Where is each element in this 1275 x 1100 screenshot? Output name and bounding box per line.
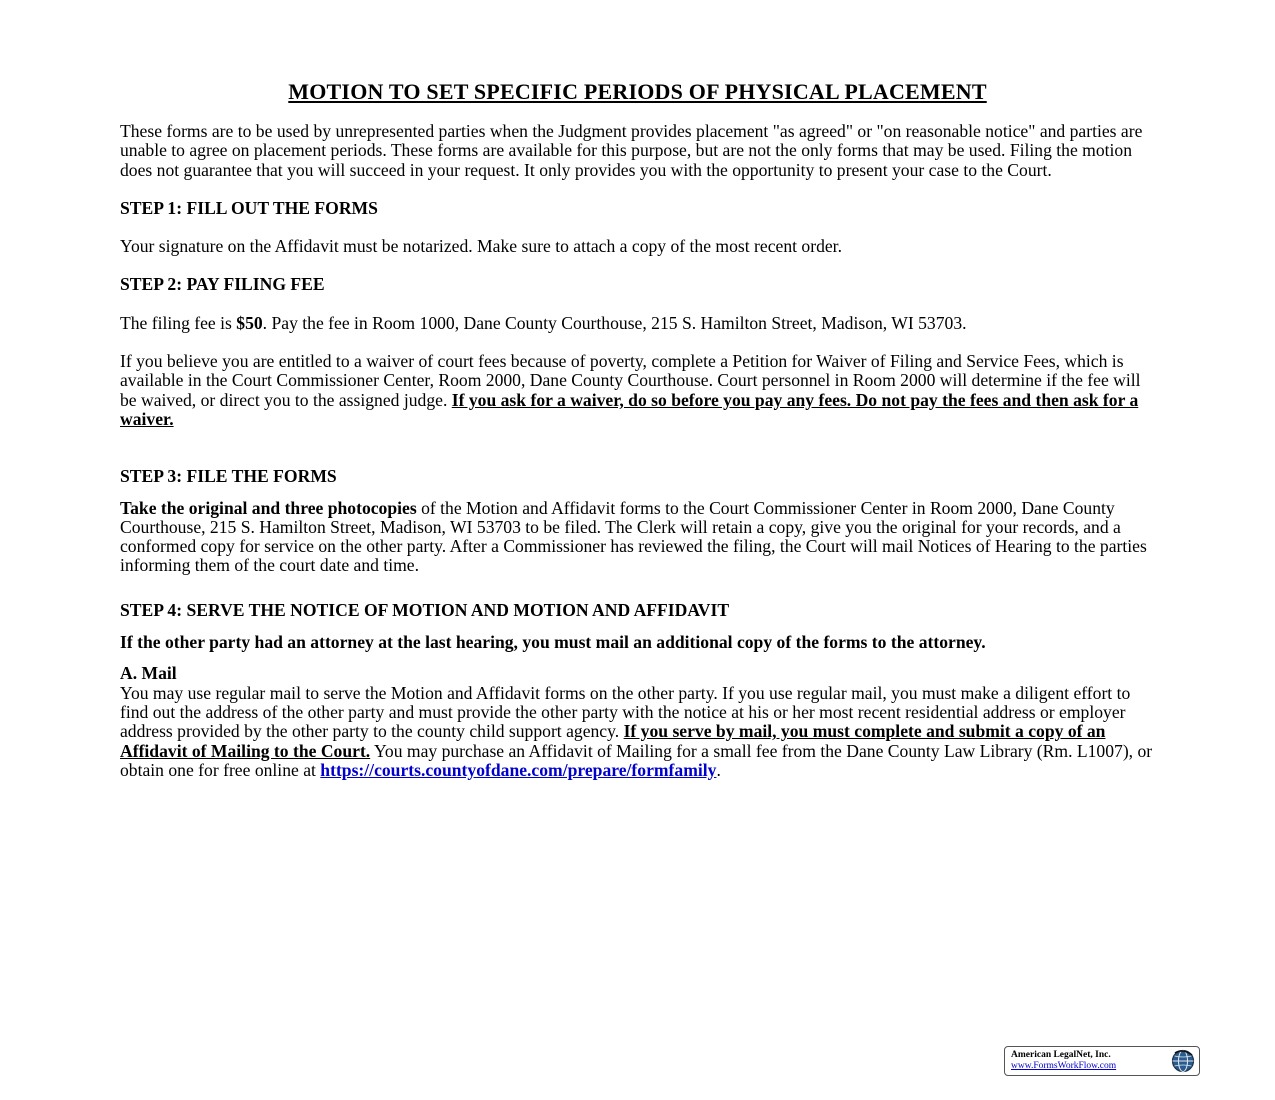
mail-end: . [716,759,721,780]
footer-website-link[interactable]: www.FormsWorkFlow.com [1011,1061,1117,1071]
waiver-text: If you believe you are entitled to a waiver of court fees because of poverty, complete a Petition for Waiver of Filing and Service Fees, which is available in the Court Commissioner Center, Room 2000, Dane County Courthouse. Court personnel in Room 2000 will determine if the fee will be waived, or direct you to the assigned judge. [120,351,1141,410]
step3-lead: Take the original and three photocopies [120,497,417,518]
step3-paragraph [120,499,1160,576]
step1-text: Your signature on the Affidavit must be notarized. Make sure to attach a copy of the most recent order. [120,236,842,257]
fee-prefix: The filing fee is [120,312,237,333]
step2-fee-paragraph [120,314,1160,333]
mail-warning: If you serve by mail, you must complete and submit a copy of an Affidavit of Mailing to the Court. [120,721,1106,761]
step1-heading: STEP 1: FILL OUT THE FORMS [120,197,378,218]
step3-text: of the Motion and Affidavit forms to the Court Commissioner Center in Room 2000, Dane County Courthouse, 215 S. Hamilton Street, Madison, WI 53703 to be filed. The Clerk will retain a copy, give you the original for your records, and a conformed copy for service on the other party. After a Commissioner has reviewed the filing, the Court will mail Notices of Hearing to the parties informing them of the court date and time. [120,497,1147,576]
mail-text: You may use regular mail to serve the Motion and Affidavit forms on the other party. If you use regular mail, you must make a diligent effort to find out the address of the other party and must provide the other party with the notice at his or her most recent residential address or employer address provided by the other party to the county child support agency. [120,682,1131,742]
globe-logo-icon [1171,1049,1195,1073]
mail-paragraph [120,684,1160,780]
step2-waiver-paragraph [120,352,1160,429]
footer-badge[interactable] [1004,1046,1200,1076]
intro-paragraph: These forms are to be used by unrepresented parties when the Judgment provides placement "as agreed" or "on reasonable notice" and parties are unable to agree on placement periods. These forms are available for this purpose, but are not the only forms that may be used. Filing the motion does not guarantee that you will succeed in your request. It only provides you with the opportunity to present your case to the Court. [120,121,1143,180]
fee-suffix: . Pay the fee in Room 1000, Dane County Courthouse, 215 S. Hamilton Street, Madison, WI 53703. [262,312,967,333]
form-family-link[interactable]: https://courts.countyofdane.com/prepare/formfamily [320,759,717,780]
page-title: MOTION TO SET SPECIFIC PERIODS OF PHYSICAL PLACEMENT [288,79,987,104]
attorney-note: If the other party had an attorney at the last hearing, you must mail an additional copy of the forms to the attorney. [120,632,986,653]
mail-heading: A. Mail [120,663,177,684]
step2-heading: STEP 2: PAY FILING FEE [120,274,325,295]
fee-amount: $50 [236,312,263,333]
step4-heading: STEP 4: SERVE THE NOTICE OF MOTION AND MOTION AND AFFIDAVIT [120,599,730,620]
step3-heading: STEP 3: FILE THE FORMS [120,466,337,487]
waiver-warning: If you ask for a waiver, do so before you pay any fees. Do not pay the fees and then ask for a waiver. [120,389,1139,429]
mail-after: You may purchase an Affidavit of Mailing for a small fee from the Dane County Law Library (Rm. L1007), or obtain one for free online at [120,740,1153,780]
document-body [120,122,1160,780]
footer-company: American LegalNet, Inc. [1011,1050,1111,1060]
